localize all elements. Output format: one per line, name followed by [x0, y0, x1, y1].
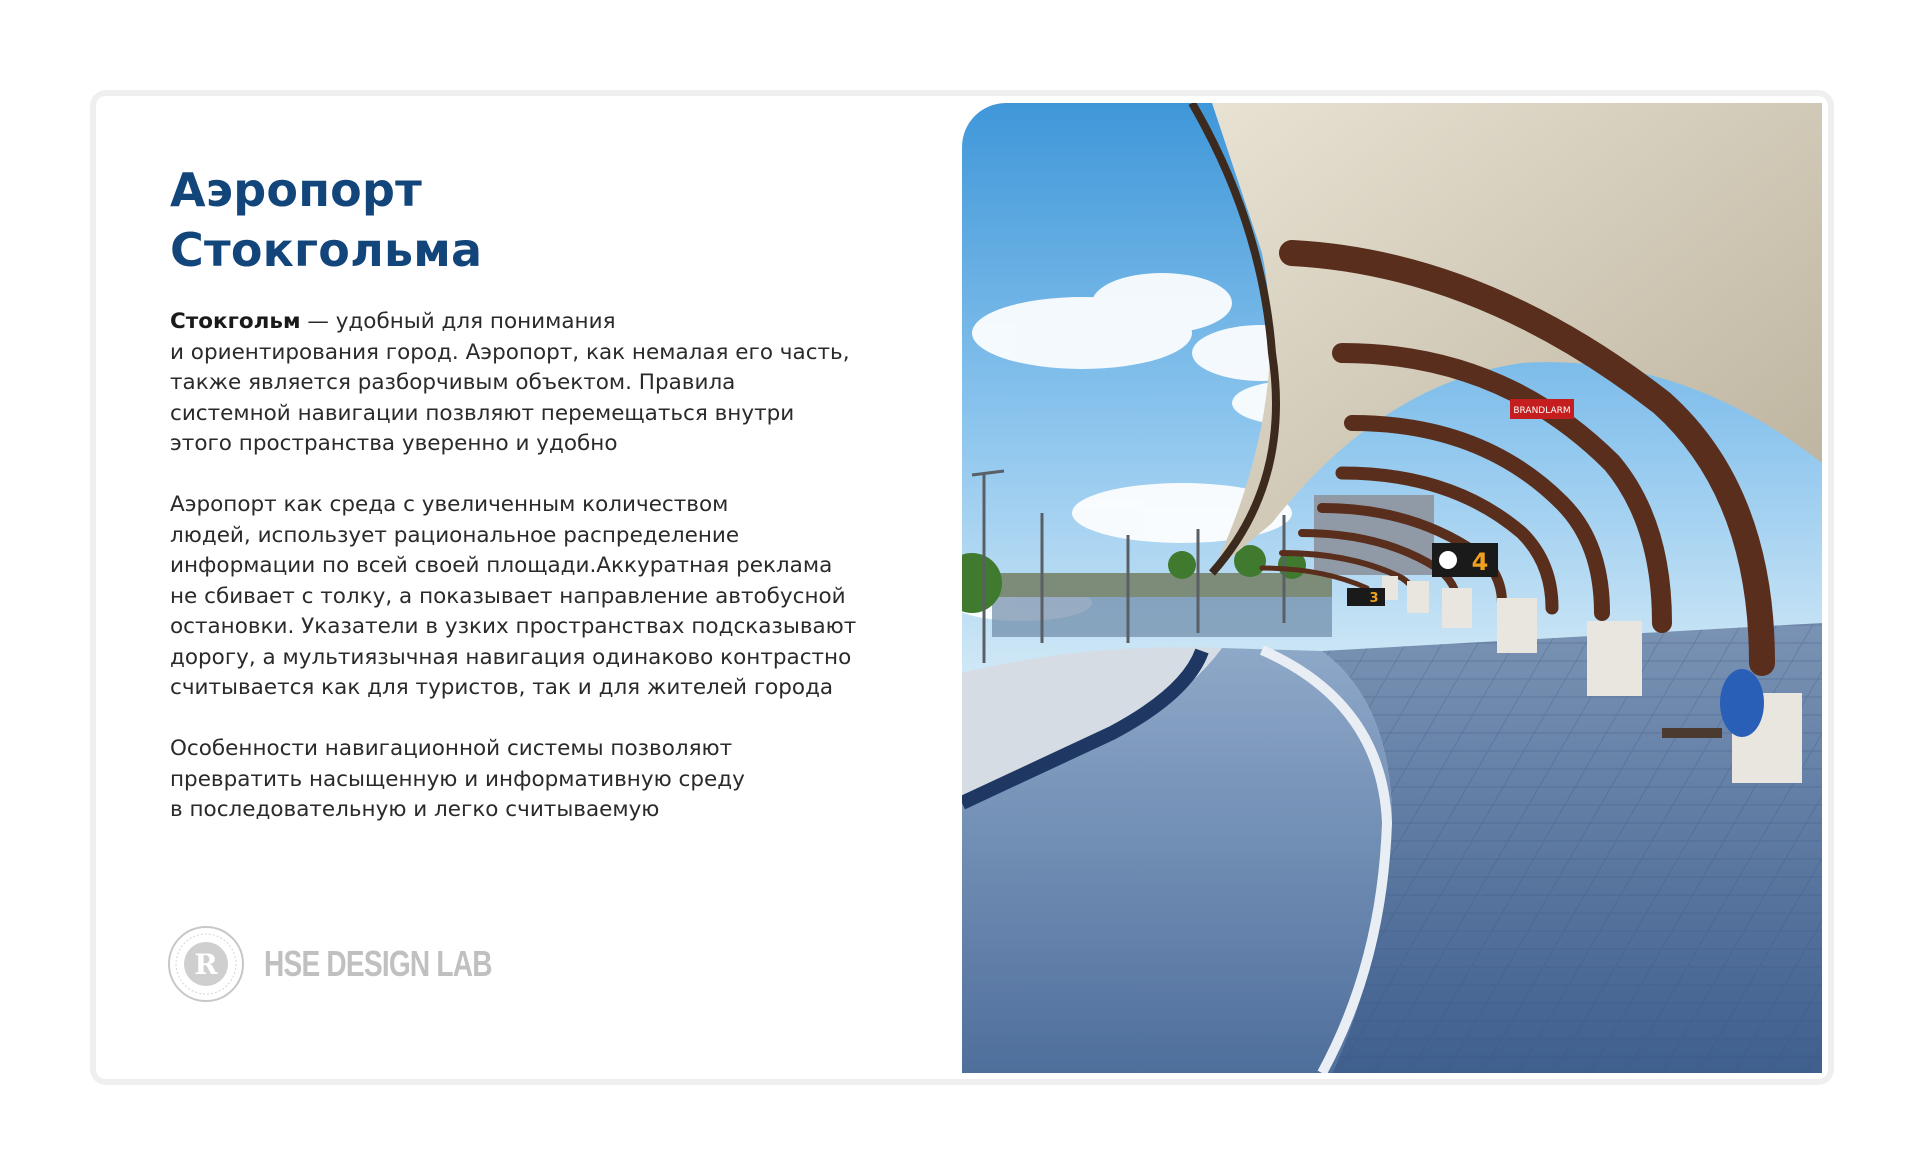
blue-bag: [1720, 669, 1764, 737]
paragraph-1: [170, 307, 910, 460]
bay-sign-3: [1347, 588, 1385, 606]
airport-bus-terminal-photo: [962, 103, 1822, 1073]
hse-design-lab-logo: [166, 924, 556, 1004]
title-line-1: Аэропорт: [170, 163, 422, 217]
paragraph-3: Особенности навигационной системы позволяют превратить насыщенную и информативную среду в последовательную и легко считываемую: [170, 736, 745, 822]
paragraph-1-lead: Стокгольм: [170, 309, 301, 334]
fire-alarm-sign: [1510, 399, 1574, 419]
paragraph-1-rest: — удобный для понимания и ориентирования город. Аэропорт, как немалая его часть, также является разборчивым объектом. Правила системной навигации позвляют перемещаться внутри этого пространства уверенно и удобно: [170, 309, 850, 456]
slide-body-text: [170, 307, 910, 856]
emblem-letter: R: [194, 948, 218, 981]
slide-title: [170, 160, 870, 280]
bench: [1662, 728, 1722, 738]
title-line-2: Стокгольма: [170, 223, 483, 277]
slide-card: [96, 96, 1828, 1079]
bay-number-big: 4: [1471, 548, 1489, 576]
photo-illustration: [962, 103, 1822, 1073]
bay-number-small: 3: [1369, 591, 1379, 606]
logo-text: HSE DESIGN LAB: [264, 943, 492, 984]
bay-sign-4: [1432, 543, 1498, 577]
hse-emblem-icon: [166, 924, 246, 1004]
paragraph-2: Аэропорт как среда с увеличенным количеством людей, использует рациональное распределение информации по всей своей площади.Аккуратная реклама не сбивает с толку, а показывает направление автобусной остановки. Указатели в узких пространствах подсказывают дорогу, а мультиязычная навигация одинаково контрастно считывается как для туристов, так и для жителей города: [170, 492, 857, 700]
fire-alarm-label: BRANDLARM: [1513, 406, 1571, 416]
